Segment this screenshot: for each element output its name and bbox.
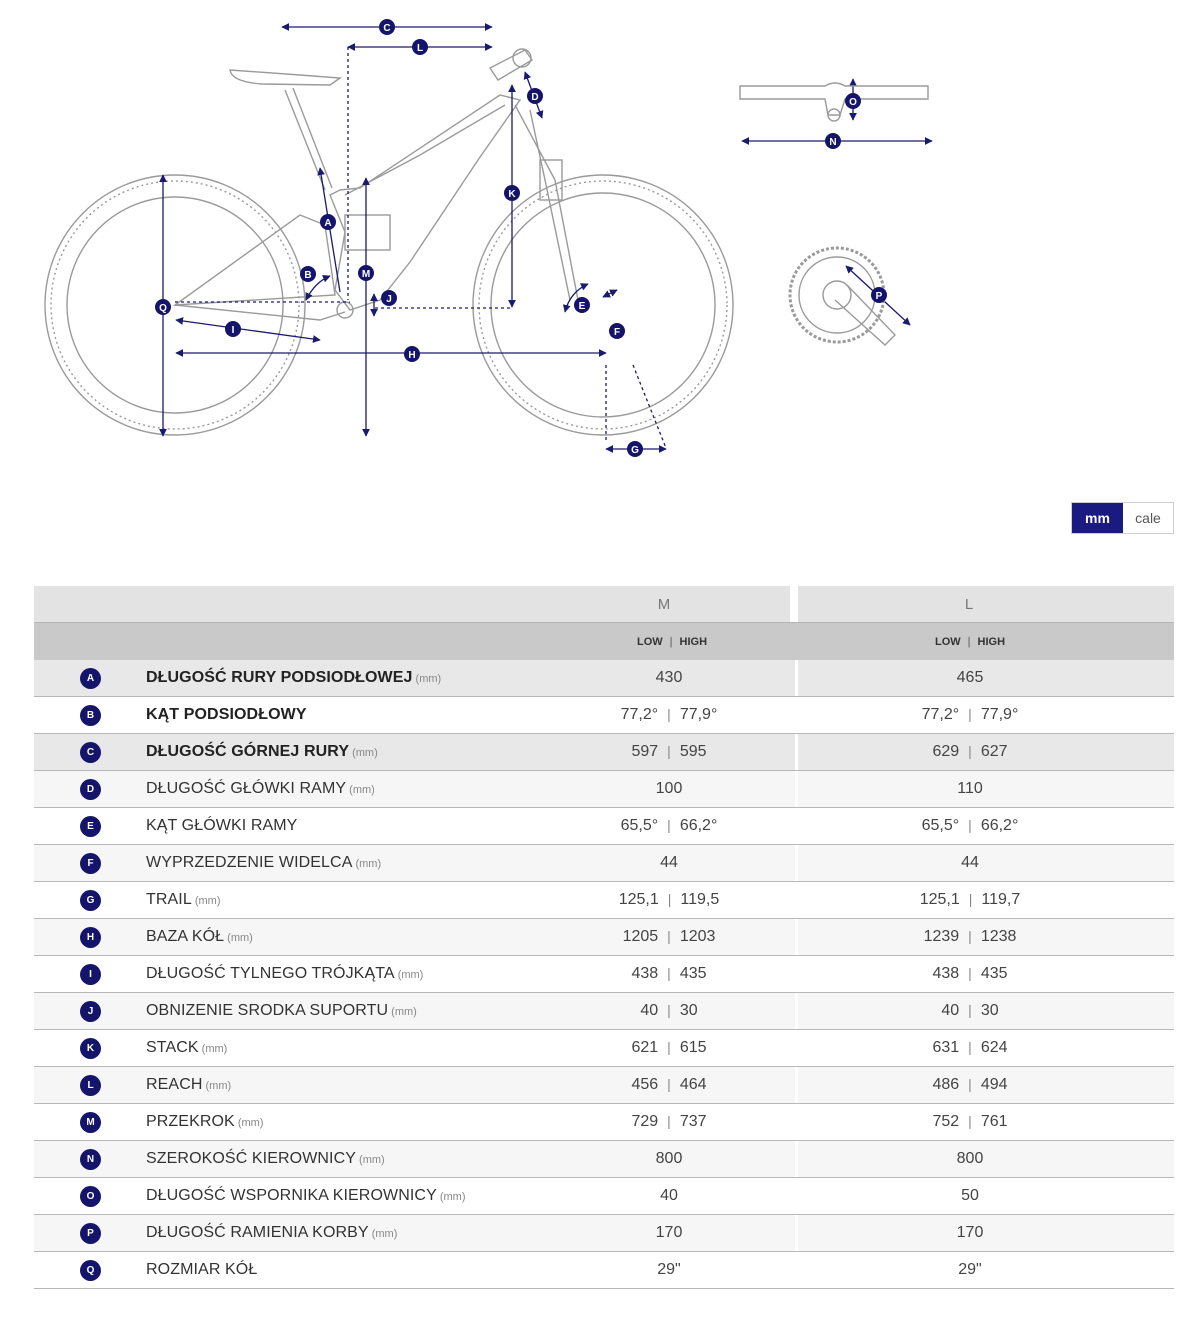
row-label: DŁUGOŚĆ WSPORNIKA KIEROWNICY [146,1187,437,1204]
table-row [34,1252,1174,1289]
row-label: KĄT PODSIODŁOWY [146,706,307,723]
svg-text:I: I [231,325,235,336]
row-label: OBNIZENIE SRODKA SUPORTU [146,1002,389,1019]
size-header-row [34,586,1174,623]
l-low-high: LOW | HIGH [798,623,1174,661]
svg-text:L: L [416,43,424,54]
row-unit: (mm) [415,673,442,685]
badge-i [225,321,241,337]
row-unit: (mm) [359,1154,385,1166]
table-row [34,993,1174,1030]
svg-text:A: A [324,218,332,229]
badge-a [320,214,336,230]
row-badge: B [80,705,101,726]
row-label: DŁUGOŚĆ GÓRNEJ RURY [146,743,350,760]
bike-geometry-diagram [0,0,1204,480]
size-l-value: 125,1 | 119,7 [798,882,1174,919]
table-row [34,956,1174,993]
row-label: DŁUGOŚĆ RURY PODSIODŁOWEJ [146,669,413,686]
size-m-value: 40 | 30 [543,993,795,1030]
size-l-value: 65,5° | 66,2° [798,808,1174,845]
size-l-value: 752 | 761 [798,1104,1174,1141]
badge-o [845,93,861,109]
handlebar-drawing [740,83,928,121]
bike-drawing [45,49,733,435]
table-row [34,882,1174,919]
row-label: ROZMIAR KÓŁ [146,1261,258,1278]
row-label: STACK [146,1039,199,1056]
table-row [34,808,1174,845]
row-badge: G [80,890,101,911]
geometry-table [34,586,1174,1289]
badge-n [825,133,841,149]
row-label: TRAIL [146,891,192,908]
row-badge: I [80,964,101,985]
row-label: WYPRZEDZENIE WIDELCA [146,854,353,871]
badge-p [871,287,887,303]
row-badge: F [80,853,101,874]
table-row [34,697,1174,734]
svg-text:M: M [361,269,371,280]
row-badge: H [80,927,101,948]
unit-mm-button[interactable]: mm [1072,503,1123,533]
low-high-header-row [34,623,1174,661]
badge-e [574,297,590,313]
size-l-value: 1239 | 1238 [798,919,1174,956]
size-m-value: 729 | 737 [543,1104,795,1141]
size-l-header: L [798,586,1174,623]
size-l-value: 40 | 30 [798,993,1174,1030]
row-badge: N [80,1149,101,1170]
badge-c [379,19,395,35]
svg-text:J: J [386,294,392,305]
table-row [34,734,1174,771]
size-l-value: 44 [798,845,1174,882]
row-unit: (mm) [352,747,378,759]
size-m-value: 430 [543,660,795,697]
row-unit: (mm) [439,1191,466,1203]
size-l-value: 629 | 627 [798,734,1174,771]
svg-text:D: D [531,92,539,103]
size-l-value: 50 [798,1178,1174,1215]
row-label: DŁUGOŚĆ TYLNEGO TRÓJKĄTA [146,965,395,982]
row-unit: (mm) [201,1043,228,1055]
svg-text:P: P [875,291,883,302]
row-badge: D [80,779,101,800]
size-l-value: 110 [798,771,1174,808]
svg-text:B: B [304,270,312,281]
row-unit: (mm) [194,895,221,907]
table-row [34,1067,1174,1104]
table-row [34,660,1174,697]
size-m-value: 44 [543,845,795,882]
row-unit: (mm) [391,1006,417,1018]
table-row [34,1215,1174,1252]
row-label: SZEROKOŚĆ KIEROWNICY [146,1150,357,1167]
badge-k [504,185,520,201]
table-row [34,1141,1174,1178]
size-m-value: 65,5° | 66,2° [543,808,795,845]
svg-text:Q: Q [159,303,167,314]
table-row [34,1178,1174,1215]
frame [330,95,520,310]
row-unit: (mm) [371,1228,398,1240]
row-badge: Q [80,1260,101,1281]
size-m-value: 170 [543,1215,795,1252]
svg-text:G: G [631,445,639,456]
fork [515,105,578,300]
svg-text:N: N [829,137,837,148]
size-l-value: 438 | 435 [798,956,1174,993]
size-m-value: 125,1 | 119,5 [543,882,795,919]
size-m-value: 438 | 435 [543,956,795,993]
unit-inch-button[interactable]: cale [1123,503,1173,533]
row-label: DŁUGOŚĆ RAMIENIA KORBY [146,1224,369,1241]
row-badge: M [80,1112,101,1133]
badge-q [155,299,171,315]
table-row [34,771,1174,808]
table-row [34,845,1174,882]
svg-text:E: E [578,301,586,312]
row-unit: (mm) [397,969,424,981]
size-l-value: 465 [798,660,1174,697]
badge-b [300,266,316,282]
table-row [34,919,1174,956]
row-label: KĄT GŁÓWKI RAMY [146,817,298,834]
badge-m [358,265,374,281]
svg-text:O: O [849,97,857,108]
badge-f [609,323,625,339]
unit-toggle [1071,502,1174,534]
geometry-table-body [34,660,1174,1289]
size-l-value: 77,2° | 77,9° [798,697,1174,734]
size-l-value: 631 | 624 [798,1030,1174,1067]
row-label: PRZEKROK [146,1113,235,1130]
row-badge: C [80,742,101,763]
svg-text:F: F [613,327,621,338]
size-m-header: M [538,586,790,623]
size-l-value: 29" [798,1252,1174,1289]
row-badge: J [80,1001,101,1022]
row-badge: L [80,1075,101,1096]
saddle [230,70,340,85]
badge-g [627,441,643,457]
row-label: BAZA KÓŁ [146,928,225,945]
badge-j [381,290,397,306]
svg-text:K: K [508,189,516,200]
badge-h [404,346,420,362]
svg-text:H: H [408,350,416,361]
size-l-value: 486 | 494 [798,1067,1174,1104]
row-badge: O [80,1186,101,1207]
size-m-value: 29" [543,1252,795,1289]
size-m-value: 597 | 595 [543,734,795,771]
row-unit: (mm) [237,1117,264,1129]
size-m-value: 456 | 464 [543,1067,795,1104]
size-m-value: 621 | 615 [543,1030,795,1067]
table-row [34,1104,1174,1141]
row-badge: K [80,1038,101,1059]
size-l-value: 800 [798,1141,1174,1178]
row-badge: P [80,1223,101,1244]
row-unit: (mm) [355,858,382,870]
dimension-lines [163,27,932,449]
badge-d [527,88,543,104]
size-m-value: 1205 | 1203 [543,919,795,956]
size-m-value: 100 [543,771,795,808]
row-badge: A [80,668,101,689]
svg-text:C: C [383,23,391,34]
badge-l [412,39,428,55]
size-m-value: 77,2° | 77,9° [543,697,795,734]
table-row [34,1030,1174,1067]
m-low-high: LOW | HIGH [546,623,798,661]
size-m-value: 40 [543,1178,795,1215]
row-unit: (mm) [227,932,253,944]
row-badge: E [80,816,101,837]
size-m-value: 800 [543,1141,795,1178]
row-unit: (mm) [205,1080,232,1092]
row-label: REACH [146,1076,203,1093]
row-label: DŁUGOŚĆ GŁÓWKI RAMY [146,780,347,797]
size-l-value: 170 [798,1215,1174,1252]
row-unit: (mm) [349,784,375,796]
